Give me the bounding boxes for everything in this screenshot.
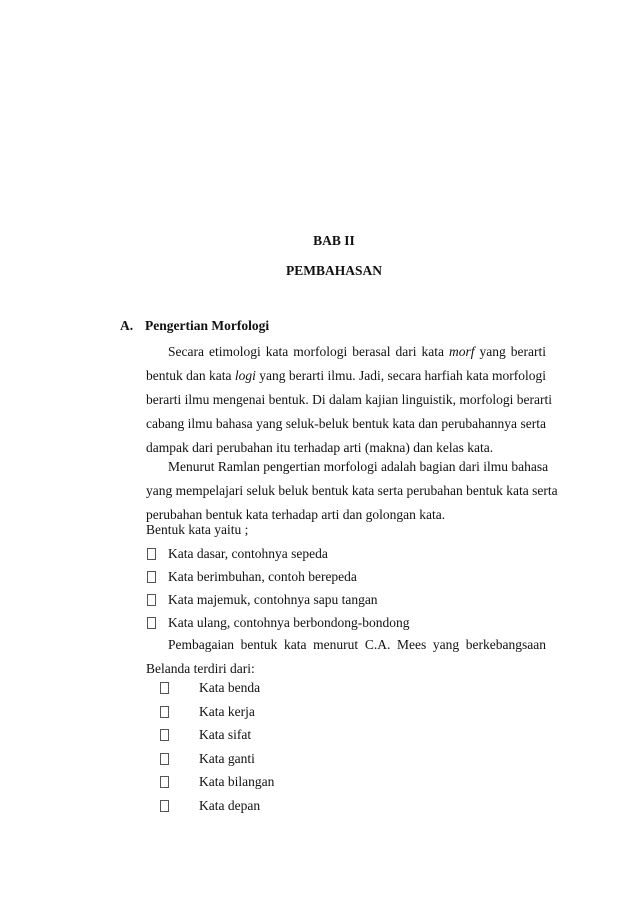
text-run: Secara etimologi kata morfologi berasal dari kata [168, 344, 444, 359]
list-item-text: Kata kerja [199, 704, 255, 719]
paragraph-line: cabang ilmu bahasa yang seluk-beluk bentuk kata dan perubahannya serta [146, 416, 546, 431]
bullet-icon [160, 776, 169, 788]
paragraph-line: berarti ilmu mengenai bentuk. Di dalam kajian linguistik, morfologi berarti [146, 392, 553, 407]
section-heading [120, 318, 269, 334]
bullet-icon [147, 617, 156, 629]
paragraph-line: Pembagaian bentuk kata menurut C.A. Mees yang berkebangsaan [168, 637, 546, 652]
paragraph-line [146, 340, 546, 364]
paragraph-mees [146, 633, 546, 681]
list-item-text: Kata ulang, contohnya berbondong-bondong [168, 615, 410, 630]
paragraph-line: perubahan bentuk kata terhadap arti dan golongan kata. [146, 507, 446, 522]
bullet-icon [160, 800, 169, 812]
list-item-text: Kata majemuk, contohnya sapu tangan [168, 592, 378, 607]
paragraph-line: dampak dari perubahan itu terhadap arti (makna) dan kelas kata. [146, 440, 494, 455]
chapter-title: PEMBAHASAN [285, 263, 382, 278]
bentuk-kata-intro: Bentuk kata yaitu ; [146, 522, 249, 537]
text-run: bentuk dan kata [146, 368, 232, 383]
italic-term: morf [448, 344, 475, 359]
chapter-number: BAB II [313, 233, 355, 248]
text-run: yang berarti [479, 344, 546, 359]
paragraph-line: Belanda terdiri dari: [146, 661, 255, 676]
bullet-icon [160, 729, 169, 741]
section-letter: A. [120, 318, 134, 333]
bullet-icon [160, 753, 169, 765]
paragraph-ramlan [146, 455, 558, 527]
bullet-icon [147, 571, 156, 583]
italic-term: logi [234, 368, 256, 383]
list-item-text: Kata benda [199, 680, 261, 695]
list-item-text: Kata ganti [199, 751, 255, 766]
bullet-icon [147, 594, 156, 606]
bullet-icon [160, 706, 169, 718]
paragraph-line: yang mempelajari seluk beluk bentuk kata serta perubahan bentuk kata serta [146, 483, 558, 498]
section-title: Pengertian Morfologi [145, 318, 270, 333]
bullet-icon [160, 682, 169, 694]
list-item-text: Kata berimbuhan, contoh berepeda [168, 569, 357, 584]
list-item-text: Kata depan [199, 798, 261, 813]
list-item-text: Kata bilangan [199, 774, 275, 789]
list-item-text: Kata sifat [199, 727, 252, 742]
paragraph-line: Menurut Ramlan pengertian morfologi adalah bagian dari ilmu bahasa [168, 459, 549, 474]
text-run: yang berarti ilmu. Jadi, secara harfiah kata morfologi [259, 368, 547, 383]
list-item-text: Kata dasar, contohnya sepeda [168, 546, 328, 561]
paragraph-etimologi [146, 340, 553, 460]
bullet-icon [147, 548, 156, 560]
paragraph-line [146, 364, 546, 388]
